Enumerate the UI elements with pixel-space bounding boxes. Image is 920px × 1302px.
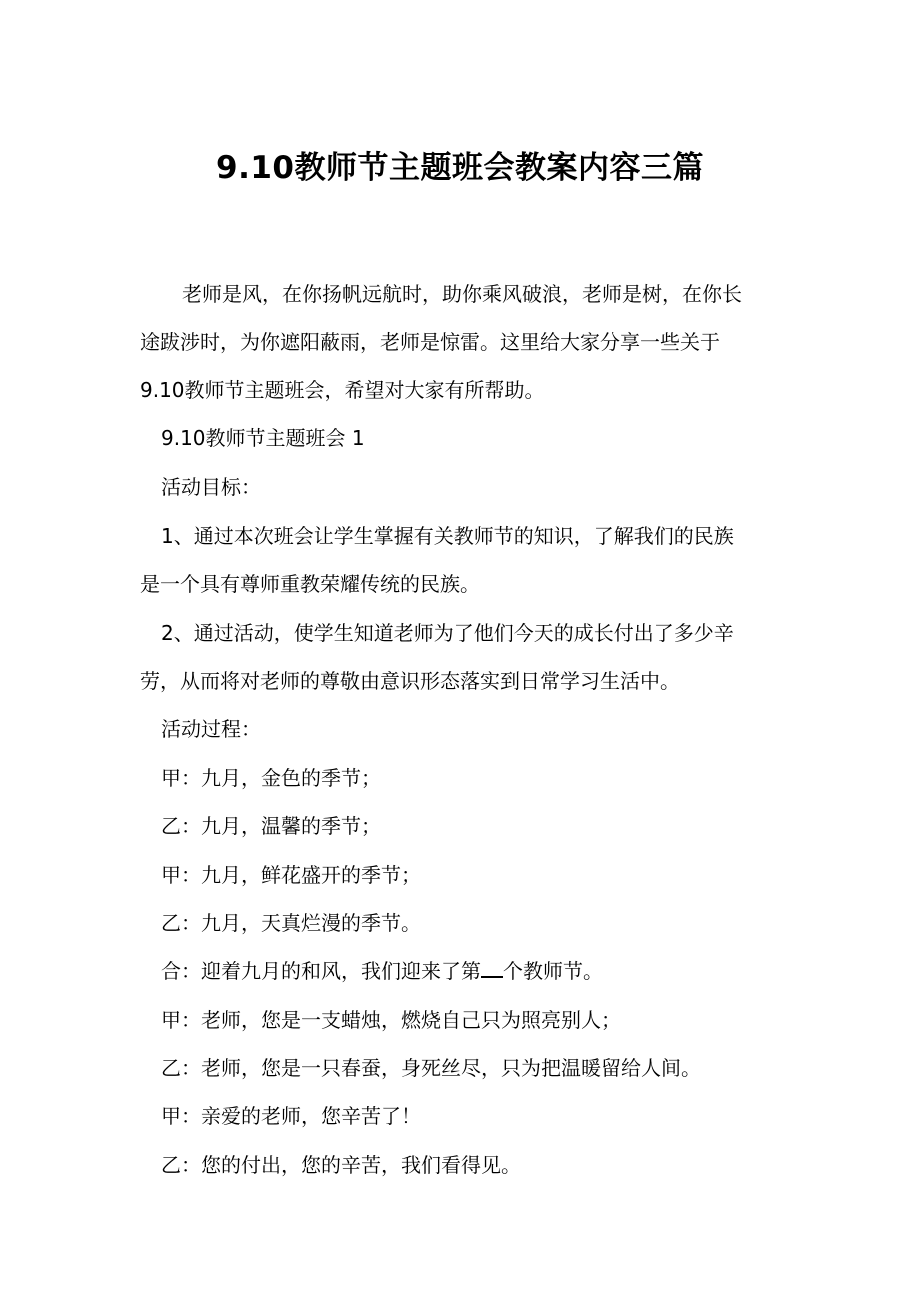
- fill-in-blank: [481, 958, 503, 978]
- together-line-before: 合：迎着九月的和风，我们迎来了第: [161, 959, 481, 983]
- together-line-after: 个教师节。: [503, 959, 603, 983]
- dialogue-line: 乙：老师，您是一只春蚕，身死丝尽，只为把温暖留给人间。: [161, 1056, 701, 1080]
- goal-2-line-2: 劳，从而将对老师的尊敬由意识形态落实到日常学习生活中。: [140, 669, 680, 693]
- dialogue-line: 甲：九月，金色的季节；: [161, 766, 381, 790]
- together-line: [140, 947, 790, 995]
- dialogue-line: 乙：九月，温馨的季节；: [161, 814, 381, 838]
- document-title: 9.10教师节主题班会教案内容三篇: [216, 150, 704, 186]
- goal-1-line-1: 1、通过本次班会让学生掌握有关教师节的知识，了解我们的民族: [161, 524, 734, 548]
- goals-label: 活动目标：: [161, 475, 261, 499]
- dialogue-line: 甲：亲爱的老师，您辛苦了！: [161, 1104, 421, 1128]
- process-label: 活动过程：: [161, 717, 261, 741]
- dialogue-line: 甲：老师，您是一支蜡烛，燃烧自己只为照亮别人；: [161, 1008, 621, 1032]
- dialogue-line: 乙：您的付出，您的辛苦，我们看得见。: [161, 1153, 521, 1177]
- section-heading: 9.10教师节主题班会 1: [161, 426, 365, 450]
- intro-line-3: 9.10教师节主题班会，希望对大家有所帮助。: [140, 378, 545, 402]
- intro-line-2: 途跋涉时，为你遮阳蔽雨，老师是惊雷。这里给大家分享一些关于: [140, 330, 720, 354]
- goal-1-line-2: 是一个具有尊师重教荣耀传统的民族。: [140, 572, 480, 596]
- dialogue-line: 乙：九月，天真烂漫的季节。: [161, 911, 421, 935]
- goal-2-line-1: 2、通过活动，使学生知道老师为了他们今天的成长付出了多少辛: [161, 621, 734, 645]
- intro-line-1: 老师是风，在你扬帆远航时，助你乘风破浪，老师是树，在你长: [182, 282, 742, 306]
- dialogue-line: 甲：九月，鲜花盛开的季节；: [161, 863, 421, 887]
